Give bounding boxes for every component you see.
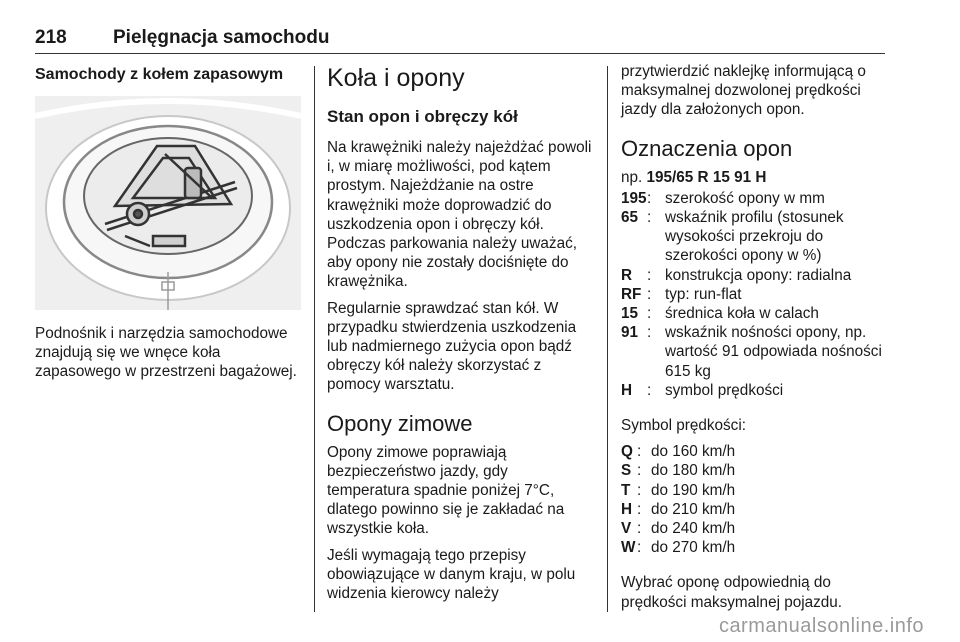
heading-tyre-markings: Oznaczenia opon [621,135,793,161]
column-divider-2 [607,66,608,612]
chapter-title: Pielęgnacja samochodu [113,27,330,48]
page-number: 218 [35,27,67,48]
list-item: T : do 190 km/h [621,481,736,499]
list-item: RF : typ: run-flat [621,285,742,303]
paragraph-kerbs: Na krawężniki należy najeżdżać powoli i, w miarę możliwości, pod kątem prostym. Najeżdżanie na ostre krawężniki może doprowadzić do uszkodzenia opon i obręczy kół. Podczas parkowania należy uważać, aby opony nie zostały dociśnięte do krawężnika. [327,139,592,291]
column-divider-1 [314,66,315,612]
watermark: carmanualsonline.info [718,615,924,637]
column-right [621,62,891,619]
jack-tools-icon [35,96,301,310]
list-item: 91 : wskaźnik nośności opony, np. wartość 91 odpowiada nośności 615 kg [621,324,882,380]
list-item: 65 : wskaźnik profilu (stosunek wysokości przekroju do szerokości opony w %) [621,209,844,265]
speed-symbol-label: Symbol prędkości: [621,417,746,435]
list-item: V : do 240 km/h [621,520,736,538]
subheading-tyre-condition: Stan opon i obręczy kół [327,107,518,126]
caption-jack-tools: Podnośnik i narzędzia samochodowe znajdują się we wnęce koła zapasowego w przestrzeni bagażowej. [35,325,297,381]
paragraph-sticker: przytwierdzić naklejkę informującą o maksymalnej dozwolonej prędkości jazdy dla założonych opon. [621,63,866,119]
list-item: R : konstrukcja opony: radialna [621,266,852,284]
tyre-code-example: np. 195/65 R 15 91 H [621,168,767,186]
markings-list [621,189,891,400]
paragraph-winter-safety: Opony zimowe poprawiają bezpieczeństwo jazdy, gdy temperatura spadnie poniżej 7°C, dlatego powinno się je zakładać na wszystkie koła. [327,443,565,538]
section-title-wheels-tyres: Koła i opony [327,64,465,92]
speed-list [621,442,891,557]
list-item: H : do 210 km/h [621,500,736,518]
list-item: Q : do 160 km/h [621,443,736,461]
paragraph-regulations: Jeśli wymagają tego przepisy obowiązujące w danym kraju, w polu widzenia kierowcy należy [327,546,576,603]
paragraph-choose-tyre: Wybrać oponę odpowiednią do prędkości maksymalnej pojazdu. [621,574,843,611]
tyre-code: 195/65 R 15 91 H [646,168,767,186]
heading-winter-tyres: Opony zimowe [327,410,473,436]
page-header [35,25,885,54]
column-middle [327,62,593,610]
list-item: 15 : średnica koła w calach [621,305,819,323]
column-left [35,62,303,389]
section-heading-spare-wheel: Samochody z kołem zapasowym [35,66,284,83]
list-item: W : do 270 km/h [621,539,736,557]
list-item: S : do 180 km/h [621,462,736,480]
spare-wheel-illustration [35,96,301,310]
paragraph-inspection: Regularnie sprawdzać stan kół. W przypadku stwierdzenia uszkodzenia lub nadmiernego zużycia opon bądź obręczy kół należy skorzystać z pomocy warsztatu. [327,299,577,394]
list-item: H : symbol prędkości [621,381,784,399]
list-item: 195 : szerokość opony w mm [621,189,825,207]
